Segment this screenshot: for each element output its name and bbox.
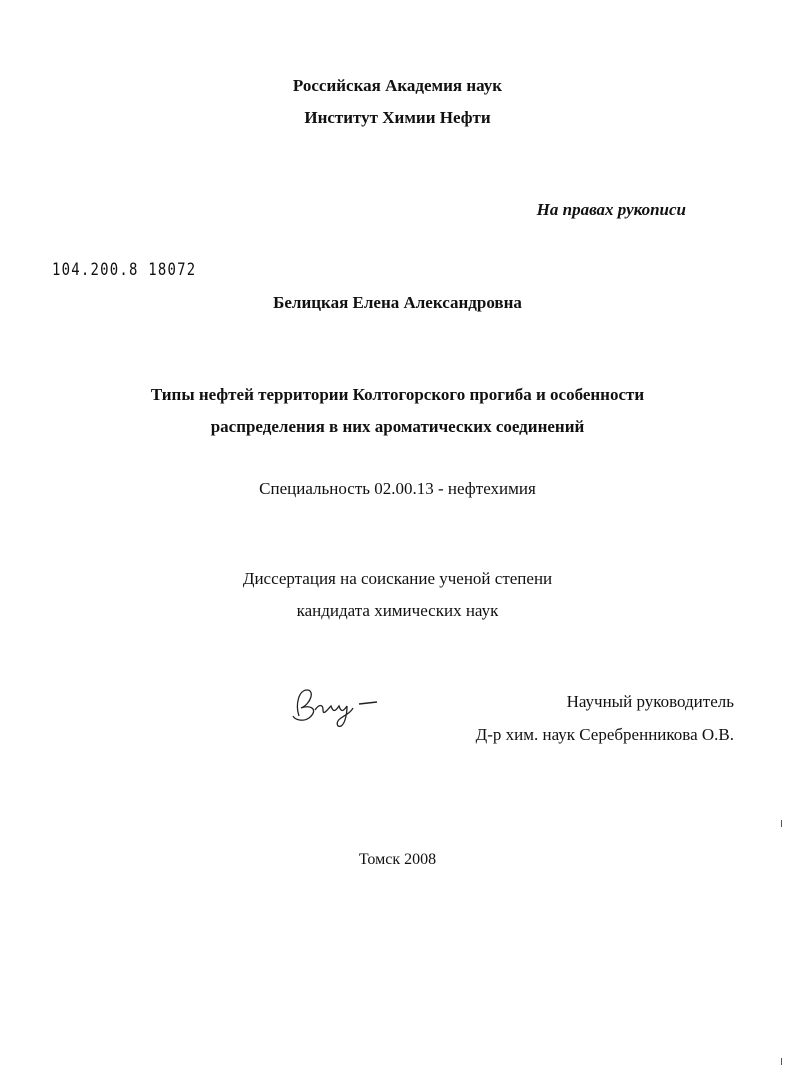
city-year: Томск 2008 — [358, 851, 437, 868]
dissertation-line-1: Диссертация на соискание ученой степени — [242, 569, 553, 588]
manuscript-note: На правах рукописи — [536, 200, 686, 219]
thesis-title-line-2: распределения в них ароматических соединений — [210, 417, 585, 436]
dissertation-line-2: кандидата химических наук — [296, 601, 499, 620]
supervisor-role: Научный руководитель — [566, 692, 734, 711]
specialty: Специальность 02.00.13 - нефтехимия — [259, 479, 536, 498]
scan-edge-mark — [781, 1058, 782, 1065]
supervisor-name: Д-р хим. наук Серебренникова О.В. — [475, 725, 734, 744]
scan-edge-mark — [781, 820, 782, 827]
thesis-title-line-1: Типы нефтей территории Колтогорского прогиба и особенности — [150, 385, 645, 404]
library-stamp: 104.200.8 18072 — [52, 260, 197, 280]
handwritten-signature-icon — [285, 682, 385, 730]
academy-name: Российская Академия наук — [292, 76, 503, 95]
institute-name: Институт Химии Нефти — [304, 108, 491, 127]
author-name: Белицкая Елена Александровна — [273, 293, 522, 312]
